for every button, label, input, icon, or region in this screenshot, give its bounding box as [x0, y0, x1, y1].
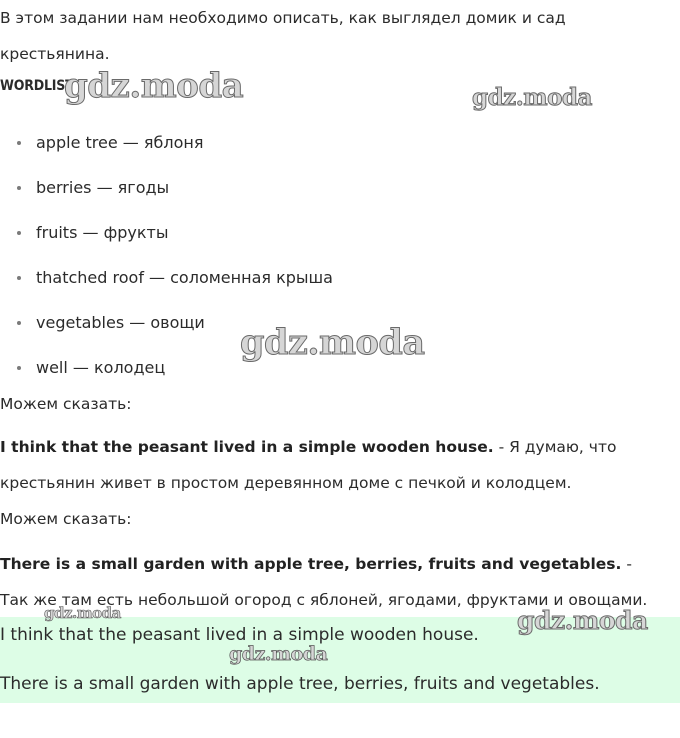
wordlist-item: fruits — фрукты — [0, 215, 169, 251]
bullet-icon — [17, 231, 21, 235]
wordlist-item: vegetables — овощи — [0, 305, 205, 341]
bullet-icon — [17, 186, 21, 190]
watermark: gdz.moda — [64, 66, 244, 106]
say-label: Можем сказать: — [0, 510, 132, 528]
intro-paragraph: В этом задании нам необходимо описать, как выглядел домик и сад крестьянина. — [0, 9, 566, 63]
bullet-icon — [17, 366, 21, 370]
wordlist-item: berries — ягоды — [0, 170, 169, 206]
wordlist-heading: WORDLIST — [0, 78, 74, 94]
example-sentence-1 — [0, 429, 660, 501]
wordlist-item: apple tree — яблоня — [0, 125, 203, 161]
watermark: gdz.moda — [240, 322, 425, 363]
sentence-translation: - Я думаю, что крестьянин живет в простом деревянном доме с печкой и колодцем. — [0, 438, 617, 492]
bullet-icon — [17, 321, 21, 325]
bullet-icon — [17, 141, 21, 145]
sentence-translation: - Так же там есть небольшой огород с яблоней, ягодами, фруктами и овощами. — [0, 555, 648, 609]
watermark: gdz.moda — [229, 643, 328, 665]
wordlist-item: well — колодец — [0, 350, 165, 386]
say-label: Можем сказать: — [0, 395, 132, 413]
wordlist-item: thatched roof — соломенная крыша — [0, 260, 333, 296]
watermark: gdz.moda — [44, 604, 121, 622]
answer-line-1: I think that the peasant lived in a simple wooden house. — [0, 625, 479, 645]
sentence-english: There is a small garden with apple tree, berries, fruits and vegetables. — [0, 555, 622, 573]
watermark: gdz.moda — [472, 84, 592, 111]
answer-line-2: There is a small garden with apple tree, berries, fruits and vegetables. — [0, 674, 600, 694]
bullet-icon — [17, 276, 21, 280]
watermark: gdz.moda — [517, 606, 648, 635]
sentence-english: I think that the peasant lived in a simple wooden house. — [0, 438, 494, 456]
